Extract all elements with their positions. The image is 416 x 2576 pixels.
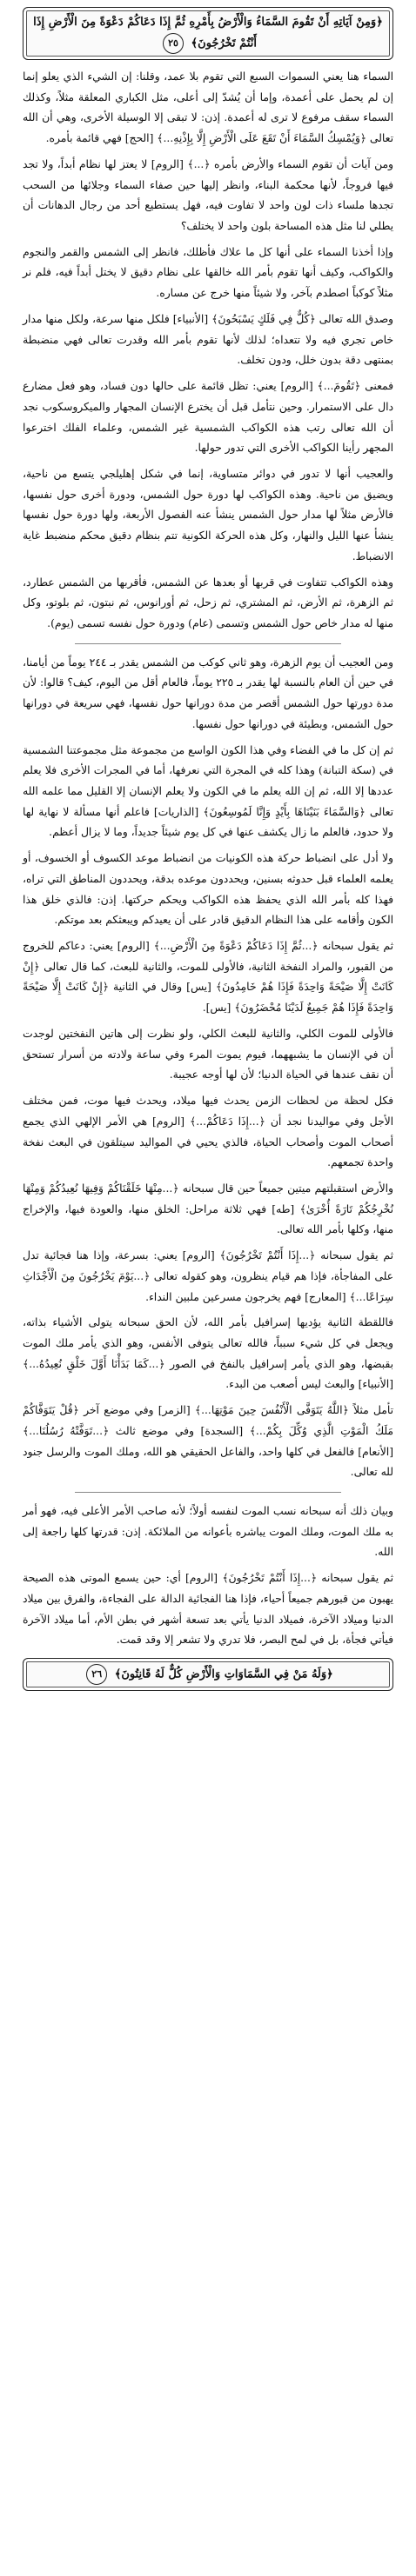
paragraph: فمعنى ﴿تَقُومَ...﴾ [الروم] يعني: تظل قائمة على حالها دون فساد، وهو فعل مضارع دال على الاستمرار. وحين نتأمل قبل أن يخترع الإنسان المجهار والميكروسكوب نجد أن الله تعالى رتب هذه الكواكب الشمسية غير الشمس، وعلماء الفلك اخترعوا المجهر رأينا الكواكب الأخرى التي تدور حولها. [23, 380, 393, 455]
paragraph: ثم يقول سبحانه ﴿...إِذَا أَنْتُمْ تَخْرُجُونَ﴾ [الروم] أي: حين يسمع الموتى هذه الصيحة يهبون من قبورهم جميعاً أحياء، فإذا هنا الفجائية الدالة على الفجاءة، والفرق بين ميلاد الدنيا وميلاد الآخرة، فميلاد الدنيا يأتي بعد تسعة أشهر في بطن الأم، أما ميلاد الآخرة فيأتي فجأة، بل في لمح البصر، فلا تدري ولا تشعر إلا وقد قمت. [23, 1572, 393, 1647]
footer-ayah-banner [23, 1658, 393, 1691]
footer-ayah-text: ﴿وَلَهُ مَنْ فِي السَّمَاوَاتِ وَالْأَرْضِ كُلٌّ لَهُ قَانِتُونَ﴾ [114, 1667, 333, 1681]
paragraph: وإذا أخذنا السماء على أنها كل ما علاك فأظلك، فانظر إلى الشمس والقمر والنجوم والكواكب، وكيف أنها تقوم بأمر الله خالقها على نظام دقيق لا يختل أبداً فيه، فلم نر مثلاً كوكباً اصطدم بآخر، ولا شيئاً منها خرج عن مساره. [23, 245, 393, 300]
footer-ayah-number: ٢٦ [86, 1664, 107, 1685]
paragraph: ومن العجيب أن يوم الزهرة، وهو ثاني كوكب من الشمس يقدر بـ ٢٤٤ يوماً من أيامنا، في حين أن العام بالنسبة لها يقدر بـ ٢٢٥ يوماً، فالعام أقل من اليوم، كيف؟ قالوا: لأن مدة دورتها حول الشمس أقصر من مدة دورانها حول نفسها، فهي سريعة في دورانها حول الشمس، وبطيئة في دورانها حول نفسها. [23, 656, 393, 730]
header-ayah-text: ﴿وَمِنْ آيَاتِهِ أَنْ تَقُومَ السَّمَاءُ وَالْأَرْضُ بِأَمْرِهِ ثُمَّ إِذَا دَعَاكُمْ دَعْوَةً مِنَ الْأَرْضِ إِذَا أَنْتُمْ تَخْرُجُونَ﴾ [33, 16, 383, 50]
paragraph: ومن آيات أن تقوم السماء والأرض بأمره ﴿...﴾ [الروم] لا يعتز لها نظام أبداً، ولا تجد فيها فروجاً، لأنها محكمة البناء، وانظر إليها حين صفاء السماء وجلائها من السحب تجدها ملساء ذات لون واحد لا تفاوت فيه، فهل يستطيع أحد من رجال الدهانات أن يطلي لنا مثل هذه المساحة بلون واحد لا يختلف؟ [23, 157, 393, 233]
paragraph: وهذه الكواكب تتفاوت في قربها أو بعدها عن الشمس، فأقربها من الشمس عطارد، ثم الزهرة، ثم الأرض، ثم المشتري، ثم زحل، ثم أورانوس، ثم نبتون، ثم بلوتو، وكل منها له مدار خاص حول الشمس وتسمى (عام) ودورة حول نفسه تسمى (يوم). [23, 576, 393, 629]
paragraph: والعجيب أنها لا تدور في دوائر متساوية، إنما في شكل إهليلجي يتسع من ناحية، ويضيق من ناحية. وهذه الكواكب لها دورة حول الشمس، ودورة أخرى حول نفسها، فالأرض مثلاً لها مدار حول الشمس ينشأ عنه الفصول الأربعة، ولها دورة حول نفسها ينشأ عنها الليل والنهار، وكل هذه الحركة الكونية تتم بنظام دقيق محكم منضبط غاية الانضباط. [23, 467, 393, 562]
paragraph: فالأولى للموت الكلي، والثانية للبعث الكلي، ولو نظرت إلى هاتين النفختين لوجدت أن في الإنسان ما يشبههما، فيوم يموت المرء وفي ساعة ولادته من أسرار تستحق أن نقف عندها في الحياة الدنيا؛ لأن لها أوجه عجيبة. [23, 1027, 393, 1082]
paragraph: ثم إن كل ما في الفضاء وفي هذا الكون الواسع من مجموعة مثل مجموعتنا الشمسية في (سكة التبانة) وهذا كله في المجرة التي نعرفها، أما في المجرات الأخرى فلا يعلم عددها إلا الله، ثم إن الله يعلم ما في الكون ولا يعلم الإنسان إلا القليل مما علمه الله تعالى ﴿وَالسَّمَاءَ بَنَيْنَاهَا بِأَيْدٍ وَإِنَّا لَمُوسِعُونَ﴾ [الذاريات] فاعلم أنها مسألة لا نهاية لها ولا حدود، فالعلم ما زال يكشف عنها في كل يوم شيئاً جديداً، وما لا يزال أعظم. [22, 743, 393, 839]
paragraph: وصدق الله تعالى ﴿كُلٌّ فِي فَلَكٍ يَسْبَحُونَ﴾ [الأنبياء] فلكل منها سرعة، ولكل منها مدار خاص تجري فيه ولا تتعداه؛ لذلك لأنها تقوم بأمر الله وقدرت تعالى فهي منضبطة بمنتهى دقة بدون خلل، ودون تخلف. [23, 312, 393, 367]
paragraph: السماء هنا يعني السموات السبع التي تقوم بلا عمد، وقلنا: إن الشيء الذي يعلو إنما إن لم يحمل على أعمدة، وإما أن يُشدّ إلى أعلى، مثل الكباري المعلقة مثلاً، وكذلك السماء سقف مرفوع لا ترى له أعمدة. إذن: لا تبقى إلا الوسيلة الأخرى، وهي أن الله تعالى ﴿وَيُمْسِكُ السَّمَاءَ أَنْ تَقَعَ عَلَى الْأَرْضِ إِلَّا بِإِذْنِهِ...﴾ [الحج] فهي قائمة بأمره. [23, 70, 393, 145]
header-ayah-banner [23, 7, 393, 60]
paragraph: والأرض استقبلتهم ميتين جميعاً حين قال سبحانه ﴿...مِنْهَا خَلَقْنَاكُمْ وَفِيهَا نُعِيدُكُمْ وَمِنْهَا نُخْرِجُكُمْ تَارَةً أُخْرَىٰ﴾ [طه] فهي ثلاثة مراحل: الخلق منها، والعودة فيها، والإخراج منها، وكلها بأمر الله تعالى. [23, 1181, 393, 1236]
section-divider [75, 643, 341, 644]
header-ayah-number: ٢٥ [163, 33, 184, 54]
paragraph: فكل لحظة من لحظات الزمن يحدث فيها ميلاد، ويحدث فيها موت، فمن مختلف الأجل وفي مواليدنا نجد أن ﴿...إِذَا دَعَاكُمْ...﴾ [الروم] هي الأمر الإلهي الذي يجمع أصحاب الموت وأصحاب الحياة، فالذي يحيي في المواليد سيتلقون في البعث نفخة واحدة تجمعهم. [23, 1095, 393, 1169]
paragraph: فاللقطة الثانية يؤديها إسرافيل بأمر الله، لأن الحق سبحانه يتولى الأشياء بذاته، ويجعل في كل شيء سبباً، فالله تعالى يتوفى الأنفس، وهو الذي يأمر ملك الموت بقبضها، وهو الذي يأمر إسرافيل بالنفخ في الصور ﴿...كَمَا بَدَأْنَا أَوَّلَ خَلْقٍ نُعِيدُهُ...﴾ [الأنبياء] والبعث ليس أصعب من البدء. [23, 1316, 393, 1391]
paragraph: وبيان ذلك أنه سبحانه نسب الموت لنفسه أولاً؛ لأنه صاحب الأمر الأعلى فيه، فهو أمر به ملك الموت، وملك الموت يباشره بأعوانه من الملائكة. إذن: قدرتها كلها راجعة إلى الله. [23, 1505, 393, 1559]
paragraph: ولا أدل على انضباط حركة هذه الكونيات من انضباط موعد الكسوف أو الخسوف، أو يعلمه العلماء قبل حدوثه بسنين، ويحددون موعده بدقة، ويحددون المناطق التي تراه، فهذا كله بأمر الله الذي يحفظ هذه الكواكب ويحكم حركتها. إذن: فالذي خلق هذا الكون وأقامه على هذا النظام الدقيق قادر على أن يعيدكم ويبعثكم بعد موتكم. [23, 852, 393, 927]
paragraph: ثم يقول سبحانه ﴿...ثُمَّ إِذَا دَعَاكُمْ دَعْوَةً مِنَ الْأَرْضِ...﴾ [الروم] يعني: دعاكم للخروج من القبور، والمراد النفخة الثانية، فالأولى للموت، والثانية للبعث، كما قال تعالى ﴿إِنْ كَانَتْ إِلَّا صَيْحَةً وَاحِدَةً فَإِذَا هُمْ خَامِدُونَ﴾ [يس] وقال في الثانية ﴿إِنْ كَانَتْ إِلَّا صَيْحَةً وَاحِدَةً فَإِذَا هُمْ جَمِيعٌ لَدَيْنَا مُحْضَرُونَ﴾ [يس]. [23, 940, 393, 1015]
paragraph: ثم يقول سبحانه ﴿...إِذَا أَنْتُمْ تَخْرُجُونَ﴾ [الروم] يعني: بسرعة، وإذا هنا فجائية تدل على المفاجأة، فإذا هم قيام ينظرون، وهو كقوله تعالى ﴿...يَوْمَ يَخْرُجُونَ مِنَ الْأَجْدَاثِ سِرَاعًا...﴾ [المعارج] فهم يخرجون مسرعين ملبين النداء. [23, 1249, 393, 1303]
commentary-body [23, 67, 393, 1651]
section-divider [75, 1492, 341, 1493]
paragraph: تأمل مثلاً ﴿اللَّهُ يَتَوَفَّى الْأَنْفُسَ حِينَ مَوْتِهَا...﴾ [الزمر] وفي موضع آخر ﴿قُلْ يَتَوَفَّاكُمْ مَلَكُ الْمَوْتِ الَّذِي وُكِّلَ بِكُمْ...﴾ [السجدة] وفي موضع ثالث ﴿...تَوَفَّتْهُ رُسُلُنَا...﴾ [الأنعام] فالفعل في كلها واحد، والفاعل الحقيقي هو الله، وملك الموت والرسل جنود لله تعالى. [23, 1404, 393, 1479]
